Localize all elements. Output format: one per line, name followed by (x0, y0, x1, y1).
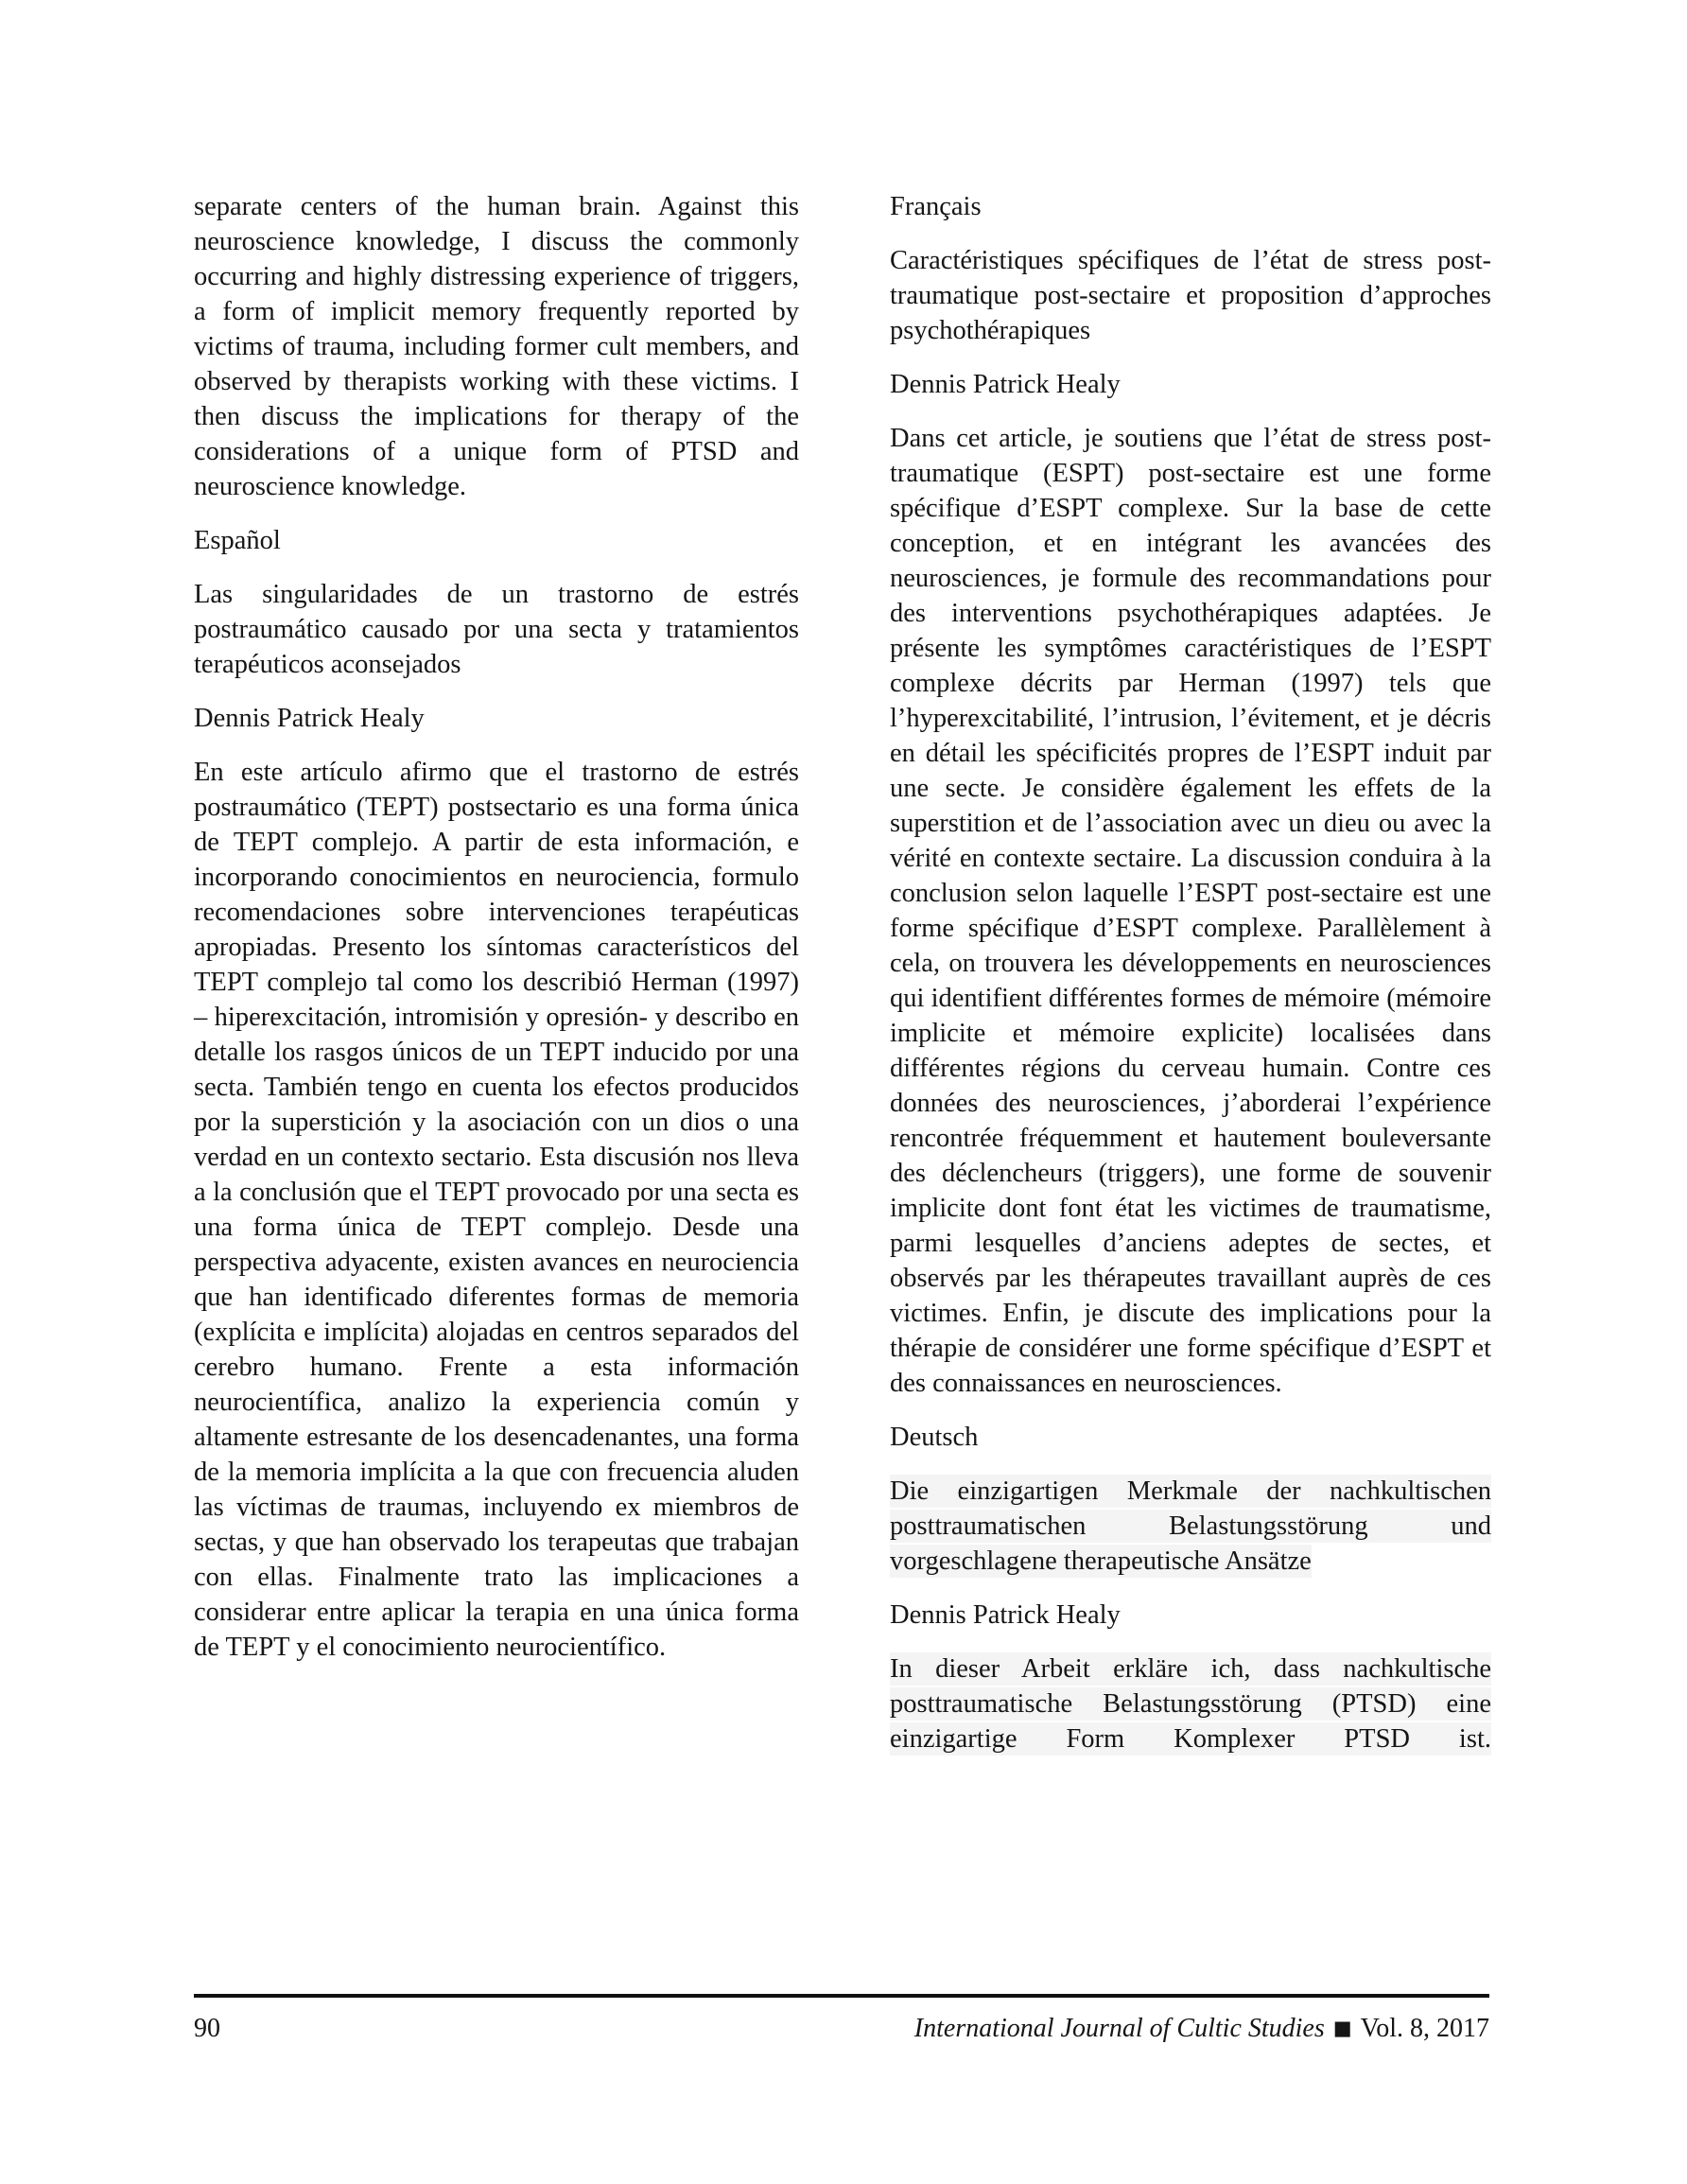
footer-rule (194, 1994, 1489, 1998)
author-name-german: Dennis Patrick Healy (890, 1600, 1121, 1630)
article-title-german (890, 1474, 1491, 1579)
article-title-spanish: Las singularidades de un trastorno de estrés postraumático causado por una secta y tratamientos terapéuticos aconsejados (194, 580, 799, 679)
highlighted-abstract-text: In dieser Arbeit erkläre ich, dass nachkultische posttraumatische Belastungsstörung (PTSD) eine einzigartige Form Komplexer PTSD ist. (890, 1654, 1491, 1754)
left-column (194, 189, 799, 1775)
right-column (890, 189, 1491, 1775)
footer (194, 2011, 1489, 2046)
page-number: 90 (194, 2014, 220, 2043)
abstract-german-start (890, 1651, 1491, 1756)
author-name-spanish: Dennis Patrick Healy (194, 704, 425, 733)
abstract-french: Dans cet article, je soutiens que l’état de stress post-traumatique (ESPT) post-sectaire est une forme spécifique d’ESPT complexe. Sur la base de cette conception, et en intégrant les avancées des neurosciences, je formule des recommandations pour des interventions psychothérapiques adaptées. Je présente les symptômes caractéristiques de l’ESPT complexe décrits par Herman (1997) tels que l’hyperexcitabilité, l’intrusion, l’évitement, et je décris en détail les spécificités propres de l’ESPT induit par une secte. Je considère également les effets de la superstition et de l’association avec un dieu ou avec la vérité en contexte sectaire. La discussion conduira à la conclusion selon laquelle l’ESPT post-sectaire est une forme spécifique d’ESPT complexe. Parallèlement à cela, on trouvera les développements en neurosciences qui identifient différentes formes de mémoire (mémoire implicite et mémoire explicite) localisées dans différentes régions du cerveau humain. Contre ces données des neurosciences, j’aborderai l’expérience rencontrée fréquemment et hautement bouleversante des déclencheurs (triggers), une forme de souvenir implicite dont font état les victimes de traumatisme, parmi lesquelles d’anciens adeptes de sectes, et observés par les thérapeutes travaillant auprès de ces victimes. Enfin, je discute des implications pour la thérapie de considérer une forme spécifique d’ESPT et des connaissances en neurosciences. (890, 424, 1491, 1398)
language-heading-spanish: Español (194, 526, 281, 555)
highlighted-title-text: Die einzigartigen Merkmale der nachkultischen posttraumatischen Belastungsstörung und vorgeschlagene therapeutische Ansätze (890, 1476, 1491, 1576)
square-bullet-icon: ■ (1332, 2017, 1352, 2039)
abstract-continuation-english: separate centers of the human brain. Against this neuroscience knowledge, I discuss the commonly occurring and highly distressing experience of triggers, a form of implicit memory frequently reported by victims of trauma, including former cult members, and observed by therapists working with these victims. I then discuss the implications for therapy of the considerations of a unique form of PTSD and neuroscience knowledge. (194, 192, 799, 501)
volume-info: Vol. 8, 2017 (1360, 2014, 1489, 2043)
page-content (194, 189, 1491, 1775)
language-heading-french: Français (890, 192, 982, 221)
abstract-spanish: En este artículo afirmo que el trastorno de estrés postraumático (TEPT) postsectario es una forma única de TEPT complejo. A partir de esta información, e incorporando conocimientos en neurociencia, formulo recomendaciones sobre intervenciones terapéuticas apropiadas. Presento los síntomas característicos del TEPT complejo tal como los describió Herman (1997) – hiperexcitación, intromisión y opresión- y describo en detalle los rasgos únicos de un TEPT inducido por una secta. También tengo en cuenta los efectos producidos por la superstición y la asociación con un dios o una verdad en un contexto sectario. Esta discusión nos lleva a la conclusión que el TEPT provocado por una secta es una forma única de TEPT complejo. Desde una perspectiva adyacente, existen avances en neurociencia que han identificado diferentes formas de memoria (explícita e implícita) alojadas en centros separados del cerebro humano. Frente a esta información neurocientífica, analizo la experiencia común y altamente estresante de los desencadenantes, una forma de la memoria implícita a la que con frecuencia aluden las víctimas de traumas, incluyendo ex miembros de sectas, y que han observado los terapeutas que trabajan con ellas. Finalmente trato las implicaciones a considerar entre aplicar la terapia en una única forma de TEPT y el conocimiento neurocientífico. (194, 758, 799, 1662)
article-title-french: Caractéristiques spécifiques de l’état de stress post-traumatique post-sectaire et proposition d’approches psychothérapiques (890, 246, 1491, 345)
journal-reference (914, 2011, 1489, 2046)
author-name-french: Dennis Patrick Healy (890, 370, 1121, 399)
journal-name: International Journal of Cultic Studies (913, 2014, 1325, 2043)
language-heading-german: Deutsch (890, 1423, 979, 1452)
